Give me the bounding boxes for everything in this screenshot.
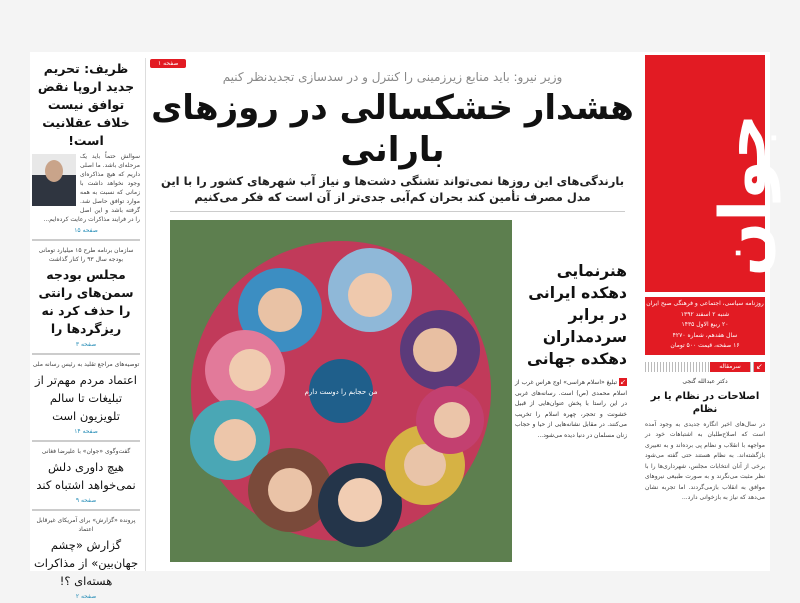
side-headline-line: هنرنمایی [556,262,627,280]
page-reference[interactable]: صفحه ۲ [75,593,97,600]
hijab-girls-photo [170,220,512,562]
side-headline[interactable] [515,260,627,370]
divider [32,353,140,355]
editorial-body: در سال‌های اخیر انگاره جدیدی به وجود آمده است که اصلاح‌طلبان به اشتباهات خود در مواجهه با انقلاب و نظام پی برده‌اند و به تعبیری بازگشته‌اند. به نظام هستند حتی گفته می‌شود برخی از آنان انتخابات مجلس، شهرداری‌ها را با نظر مثبت می‌نگرند و به صورت طبیعی نیروهای موافق به انقلاب بازمی‌گردند. اما تجربه نشان می‌دهد که نیاز به بازخوانی دارد... [645,420,765,501]
editorial-author: دکتر عبدالله گنجی [682,377,728,385]
divider [32,239,140,241]
info-line: ۱۶ صفحه، قیمت ۵۰۰ تومان [670,342,740,349]
left-story-3[interactable] [32,360,140,435]
main-headline[interactable]: هشدار خشکسالی در روزهای بارانی [151,88,634,170]
left-story-4[interactable] [32,447,140,504]
side-headline-line: در برابر [568,306,627,324]
editorial-title[interactable]: اصلاحات در نظام یا بر نظام [650,390,760,415]
badge-text: من حجابم را دوست دارم [304,388,378,396]
story-headline: اعتماد مردم مهم‌تر از تبلیغات تا سالم تلویزیون است [35,373,137,423]
divider [170,211,625,212]
page-reference[interactable]: صفحه ۱۵ [74,227,98,234]
masthead-logo[interactable] [645,55,781,292]
page-tag [150,55,635,67]
story-headline: گزارش «چشم جهان‌بین» از مذاکرات هسته‌ای ؟! [33,538,139,588]
editorial-bar [645,362,765,372]
story-body: سوالش حتماً باید یک مرحله‌ای باشد. ما اصلی داریم که هیچ مذاکره‌ای وجود نخواهد داشت با زمانی که نسبت به همه موارد توافق حاصل شد. گرفته باشد و این اصل را در فرایند مذاکرات رعایت کرده‌ایم... [43,153,140,223]
divider [32,509,140,511]
main-lead: بارندگی‌های این روزها نمی‌تواند تشنگی دشت‌ها و نیاز آب شهرهای کشور را با این مدل مصرف تأمین کند بحران کم‌آبی جدی‌تر از آن است که فکر می‌کنیم [160,174,625,204]
story-kicker: پرونده «گزارش» برای آمریکای غیرقابل اعتماد [36,517,136,533]
red-arrow-icon: ↙ [754,362,765,372]
page-reference[interactable]: صفحه ۱۴ [74,428,98,435]
story-headline: هیچ داوری دلش نمی‌خواهد اشتباه کند [36,460,136,492]
left-story-5[interactable] [32,516,140,600]
photo-illustration [170,220,512,562]
story-headline: ظریف: تحریم جدید اروپا نقض توافق نیست خلاف عقلانیت است! [37,61,135,148]
page-reference[interactable]: صفحه ۳ [75,341,97,348]
masthead-info [645,297,765,355]
editorial-tag: سرمقاله [710,362,750,372]
side-story-body [515,378,627,441]
left-story-1[interactable] [32,60,140,234]
divider [32,440,140,442]
javan-logo [645,55,781,292]
side-headline-line: سردمداران [542,328,627,346]
story-kicker: گفت‌وگوی «جوان» با علیرضا فغانی [41,448,131,455]
side-headline-line: دهکده ایرانی [528,284,627,302]
info-line: ۲۰ ربیع الاول ۱۴۳۵ [681,321,729,328]
main-column [150,55,635,562]
red-arrow-icon: ↙ [620,378,626,386]
side-body-text: تبلیغ «اسلام هراسی» اوج هراس غرب از اسلام محمدی (ص) است. رسانه‌های غربی در این راستا با پخش عنوان‌هایی از قبیل خشونت و تحجر، چهره اسلام را تخریب می‌کنند. در مقابل نشانه‌هایی از حیا و حجاب زنان مسلمان در دنیا دیده می‌شود... [515,379,627,439]
info-line: سال هفدهم، شماره ۴۲۷۰ [672,331,738,339]
page-tag-label: صفحه ۱ [150,59,186,68]
info-line: شنبه ۲ اسفند ۱۳۹۲ [680,310,730,318]
story-kicker: سازمان برنامه طرح ۱۵ میلیارد تومانی بودجه سال ۹۳ را کنار گذاشت [38,247,134,263]
main-kicker: وزیر نیرو: باید منابع زیرزمینی را کنترل و در سدسازی تجدیدنظر کنیم [222,70,563,84]
story-kicker: توصیه‌های مراجع تقلید به رئیس رسانه ملی [32,361,140,368]
right-column [645,55,781,504]
main-story-row [150,220,635,562]
story-headline: مجلس بودجه سمن‌های رانتی را حذف کرد نه ریزگردها را [38,267,134,336]
page-reference[interactable]: صفحه ۹ [75,497,97,504]
info-line: روزنامه سیاسی، اجتماعی و فرهنگی صبح ایران [646,300,764,307]
logo-text: جوان [707,113,781,277]
side-headline-line: دهکده جهانی [527,350,627,368]
side-story [515,220,627,562]
zarif-photo [32,154,76,206]
column-divider [145,58,146,571]
left-story-2[interactable] [32,246,140,348]
left-news-column [32,58,140,603]
